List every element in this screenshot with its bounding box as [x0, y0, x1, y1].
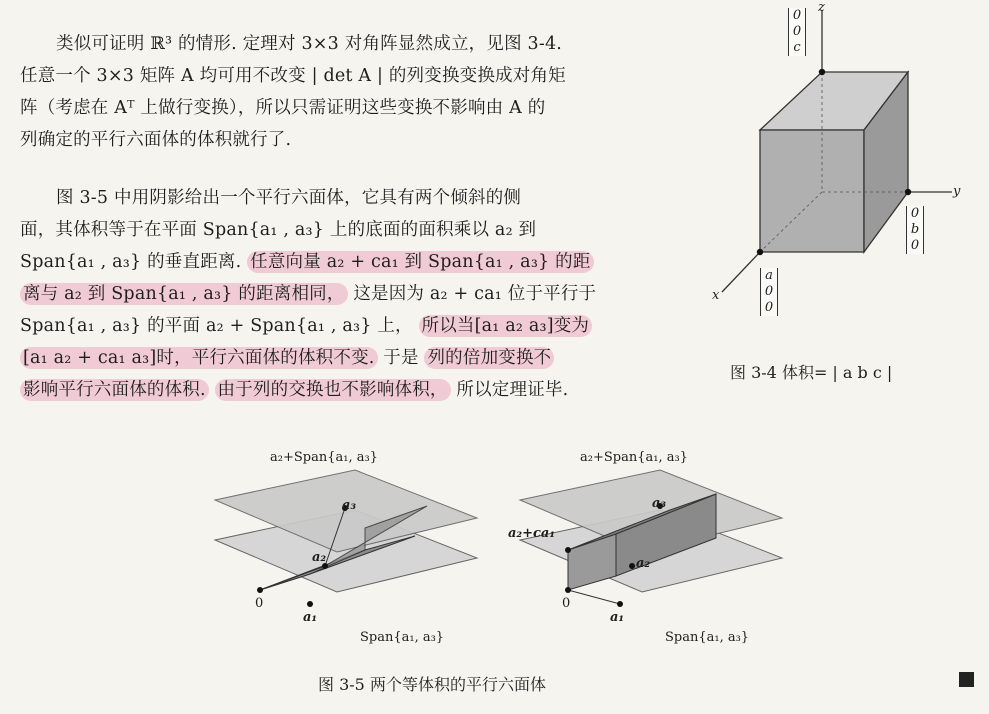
line8-text: 这是因为 a₂ + ca₁ 位于平行于 — [353, 284, 597, 304]
right-a3-label: a₃ — [652, 496, 667, 511]
right-bottom-plane-label: Span{a₁, a₃} — [665, 630, 750, 645]
line11-text: 所以定理证毕. — [456, 380, 569, 400]
vector-c: 0 0 c — [788, 8, 806, 56]
highlight-3b: 影响平行六面体的体积. — [20, 379, 209, 401]
para2-line8 — [20, 280, 596, 308]
para2-line6: 面，其体积等于在平面 Span{a₁ , a₃} 上的底面的面积乘以 a₂ 到 — [20, 220, 537, 240]
highlight-2a: 所以当[a₁ a₂ a₃]变为 — [419, 315, 593, 337]
para2-line7 — [20, 248, 594, 276]
left-zero-label: 0 — [255, 596, 264, 611]
vector-a: a 0 0 — [760, 268, 778, 316]
right-a2-label: a₂ — [636, 556, 651, 571]
vector-b: 0 b 0 — [906, 206, 924, 254]
line9-text: Span{a₁ , a₃} 的平面 a₂ + Span{a₁ , a₃} 上， — [20, 316, 413, 336]
right-top-plane-label: a₂+Span{a₁, a₃} — [580, 450, 688, 465]
axis-y-label: y — [953, 184, 961, 199]
para1-line4: 列确定的平行六面体的体积就行了. — [20, 130, 292, 150]
para2-line9 — [20, 312, 592, 340]
para1-line3: 阵（考虑在 Aᵀ 上做行变换），所以只需证明这些变换不影响由 A 的 — [20, 98, 546, 118]
left-top-plane-label: a₂+Span{a₁, a₃} — [270, 450, 378, 465]
para1-line1: 类似可证明 ℝ³ 的情形. 定理对 3×3 对角阵显然成立，见图 3-4. — [56, 34, 563, 54]
left-bottom-plane-label: Span{a₁, a₃} — [360, 630, 445, 645]
para2-line10 — [20, 344, 554, 372]
figure-3-5-right — [520, 470, 790, 630]
highlight-1a: 任意向量 a₂ + ca₁ 到 Span{a₁ , a₃} 的距 — [247, 251, 593, 273]
right-a2ca1-label: a₂+ca₁ — [508, 526, 556, 541]
right-zero-label: 0 — [562, 596, 571, 611]
end-of-proof-mark — [959, 672, 974, 687]
figure-3-5-caption: 图 3-5 两个等体积的平行六面体 — [318, 675, 546, 694]
highlight-1b: 离与 a₂ 到 Span{a₁ , a₃} 的距离相同， — [20, 283, 348, 305]
left-a3-label: a₃ — [342, 498, 357, 513]
highlight-4: 由于列的交换也不影响体积， — [215, 379, 451, 401]
left-a1-label: a₁ — [303, 610, 318, 625]
highlight-3a: 列的倍加变换不 — [424, 347, 554, 369]
right-a1-label: a₁ — [610, 610, 625, 625]
highlight-2b: [a₁ a₂ + ca₁ a₃]时，平行六面体的体积不变. — [20, 347, 378, 369]
left-a2-label: a₂ — [312, 550, 327, 565]
line10-text: 于是 — [383, 348, 419, 368]
axis-x-label: x — [712, 288, 720, 303]
figure-3-4-caption: 图 3-4 体积= | a b c | — [730, 363, 893, 382]
para2-line5: 图 3-5 中用阴影给出一个平行六面体，它具有两个倾斜的侧 — [56, 188, 522, 208]
para2-line11 — [20, 376, 568, 404]
para1-line2: 任意一个 3×3 矩阵 A 均可用不改变 | det A | 的列变换变换成对角矩 — [20, 66, 566, 86]
line7-text: Span{a₁ , a₃} 的垂直距离. — [20, 252, 242, 272]
axis-z-label: z — [818, 0, 825, 15]
figure-3-4-cube — [700, 0, 980, 340]
